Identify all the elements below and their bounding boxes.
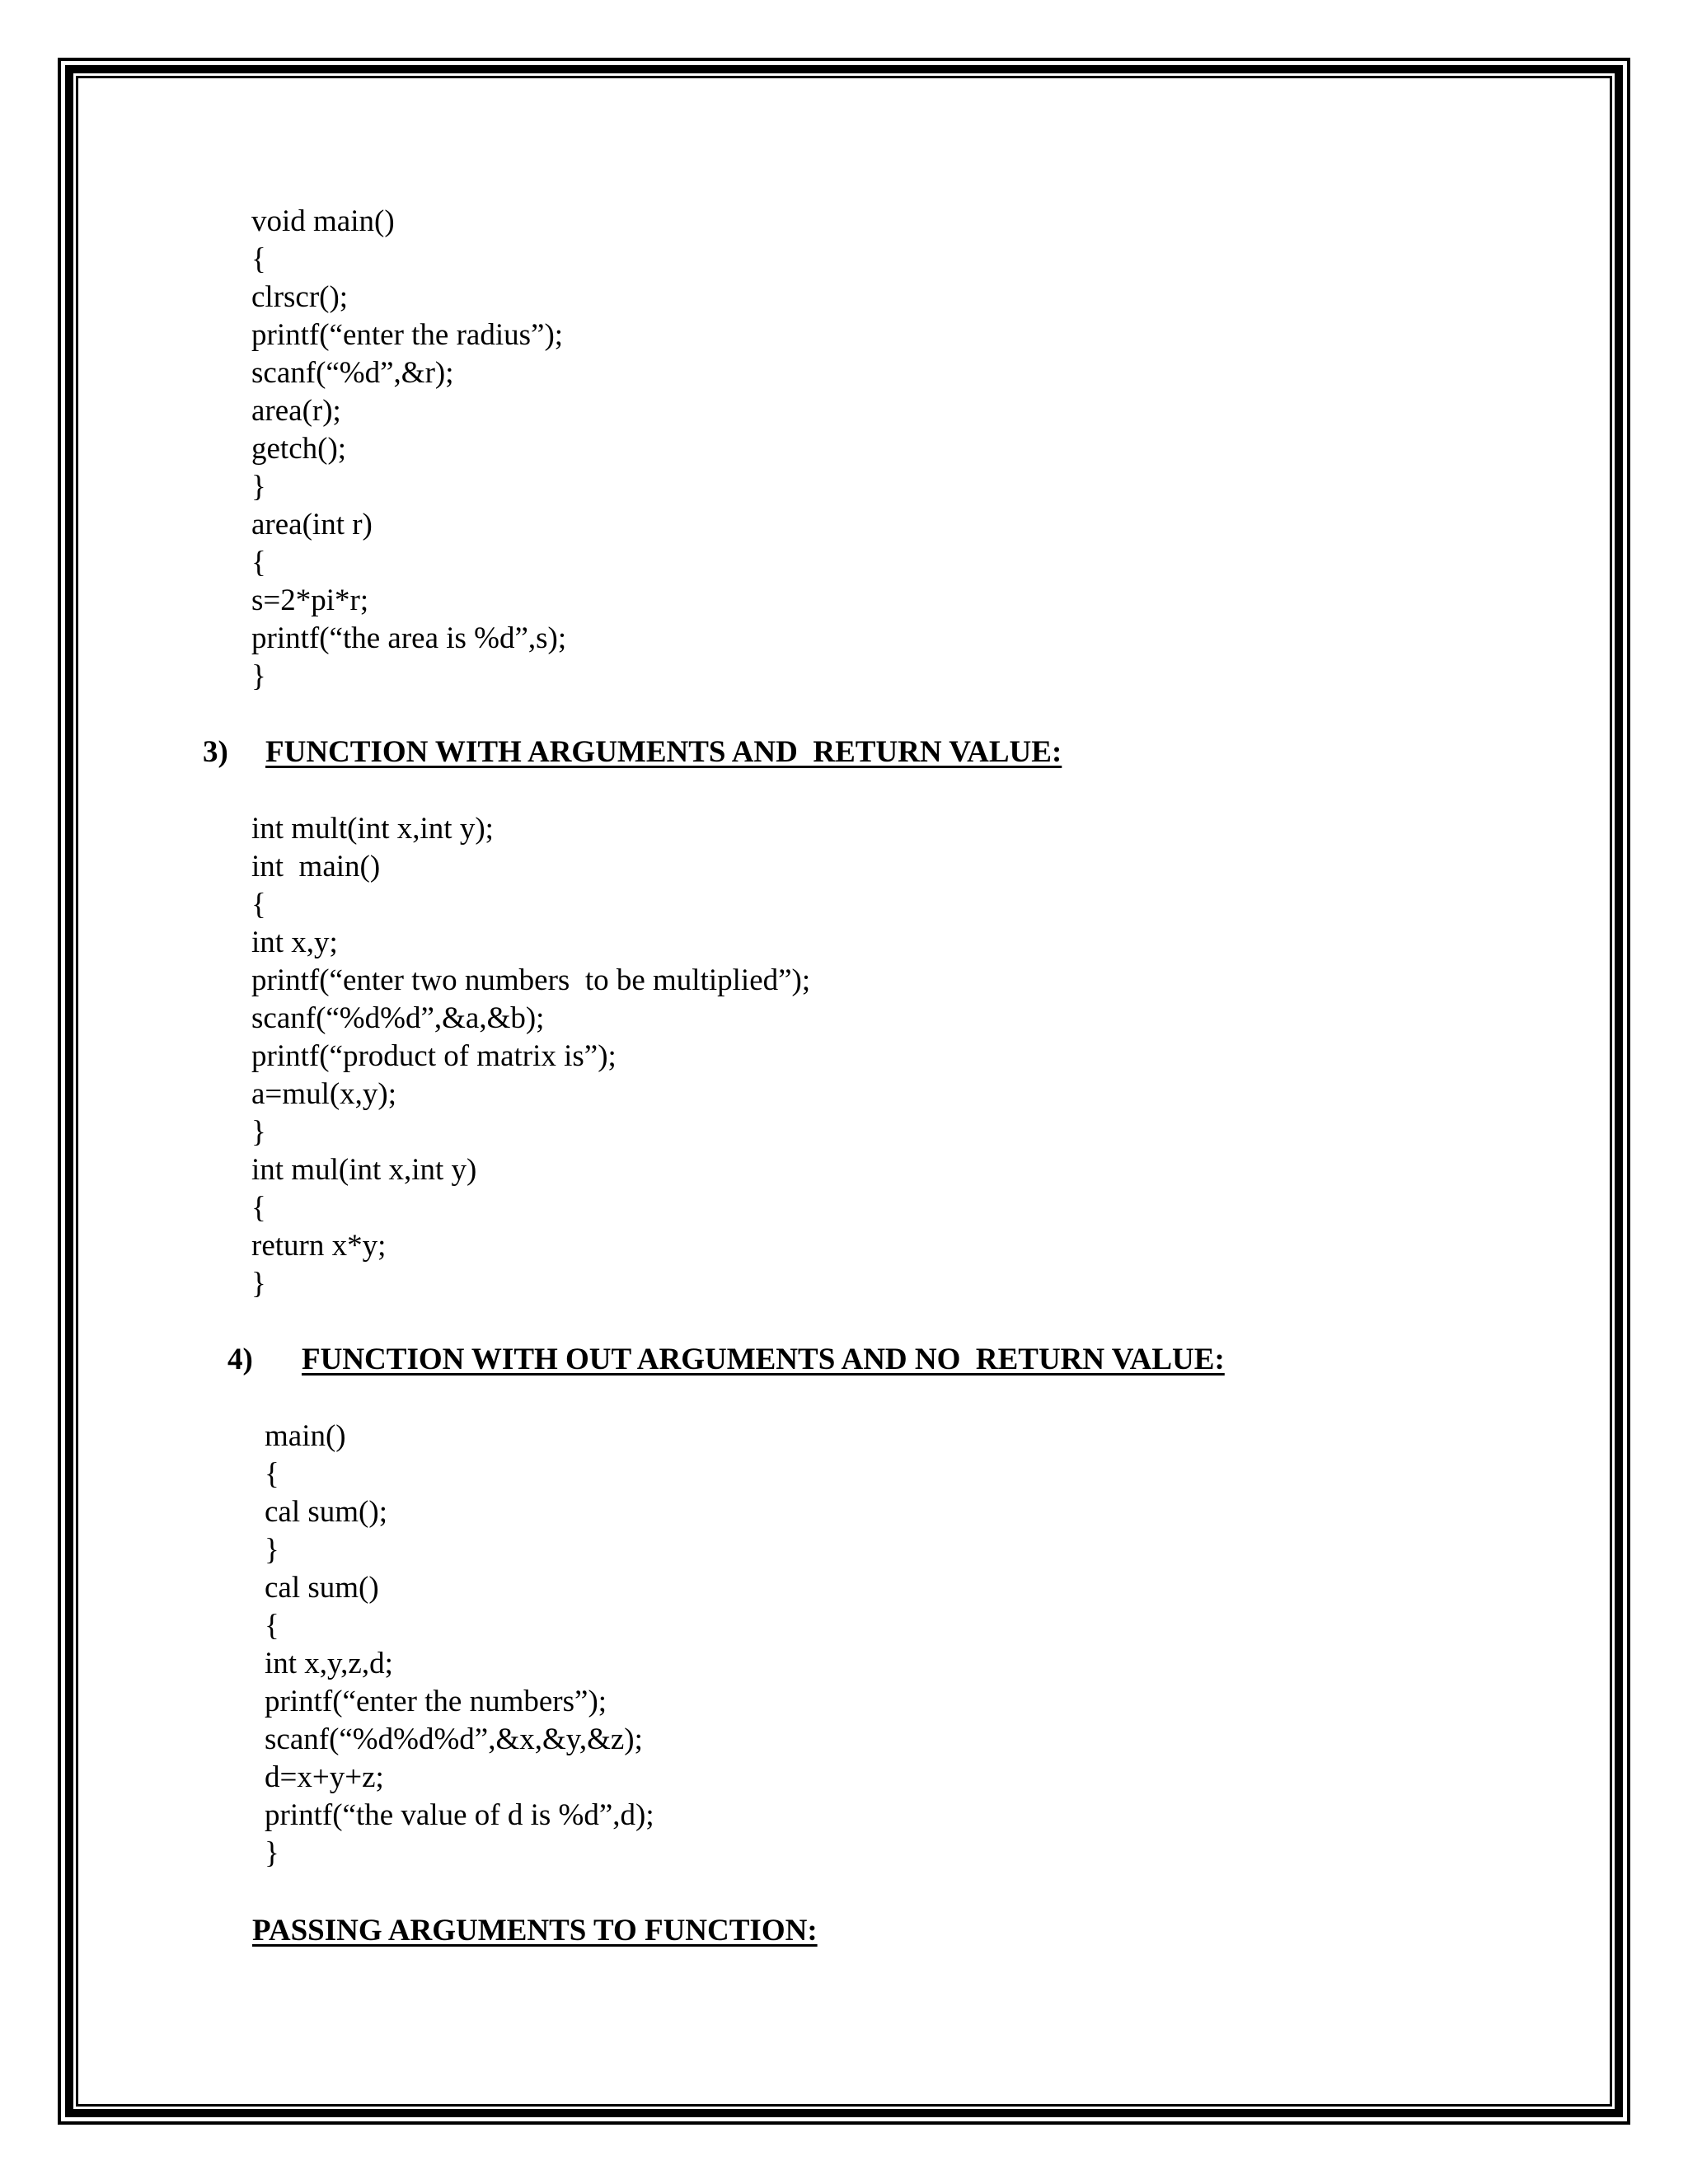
code-line: a=mul(x,y); (251, 1077, 397, 1111)
code-line: printf(“the area is %d”,s); (251, 621, 567, 655)
section-title: PASSING ARGUMENTS TO FUNCTION: (252, 1914, 818, 1947)
code-line: int x,y; (251, 926, 338, 959)
code-line: int main() (251, 850, 381, 883)
code-line: return x*y; (251, 1229, 387, 1263)
code-block-mult (251, 810, 810, 1303)
code-line: scanf(“%d”,&r); (251, 356, 454, 390)
code-line: printf(“enter the numbers”); (265, 1685, 607, 1718)
code-line: { (265, 1609, 279, 1643)
code-line: getch(); (251, 432, 347, 466)
code-line: printf(“product of matrix is”); (251, 1039, 617, 1073)
code-line: { (251, 242, 266, 276)
code-line: } (265, 1533, 279, 1567)
code-line: } (251, 1115, 266, 1149)
code-line: area(int r) (251, 508, 373, 541)
code-line: main() (265, 1419, 346, 1453)
code-line: } (265, 1836, 279, 1870)
code-line: int mult(int x,int y); (251, 812, 494, 846)
section-number: 3) (203, 735, 228, 769)
section-title: FUNCTION WITH ARGUMENTS AND RETURN VALUE: (265, 735, 1062, 769)
code-line: area(r); (251, 394, 341, 428)
code-line: { (251, 546, 266, 579)
code-line: { (251, 1191, 266, 1225)
code-line: scanf(“%d%d%d”,&x,&y,&z); (265, 1722, 643, 1756)
code-block-calsum (265, 1418, 654, 1872)
code-block-area (251, 203, 566, 696)
code-line: printf(“the value of d is %d”,d); (265, 1798, 654, 1832)
code-line: } (251, 470, 266, 504)
code-line: int mul(int x,int y) (251, 1153, 477, 1187)
section-number: 4) (227, 1343, 253, 1376)
code-line: void main() (251, 204, 395, 238)
code-line: clrscr(); (251, 280, 349, 314)
code-line: } (251, 1267, 266, 1301)
code-line: cal sum() (265, 1571, 379, 1605)
code-line: cal sum(); (265, 1495, 387, 1529)
code-line: s=2*pi*r; (251, 583, 369, 617)
code-line: printf(“enter the radius”); (251, 318, 564, 352)
code-line: scanf(“%d%d”,&a,&b); (251, 1001, 545, 1035)
code-line: printf(“enter two numbers to be multiplied”); (251, 963, 811, 997)
code-line: int x,y,z,d; (265, 1647, 393, 1680)
code-line: { (265, 1457, 279, 1491)
code-line: } (251, 659, 266, 693)
code-line: { (251, 888, 266, 921)
section-heading-passing (0, 1912, 1688, 2026)
section-title: FUNCTION WITH OUT ARGUMENTS AND NO RETURN VALUE: (302, 1343, 1225, 1376)
code-line: d=x+y+z; (265, 1760, 384, 1794)
section-heading-4 (0, 1341, 1688, 1493)
